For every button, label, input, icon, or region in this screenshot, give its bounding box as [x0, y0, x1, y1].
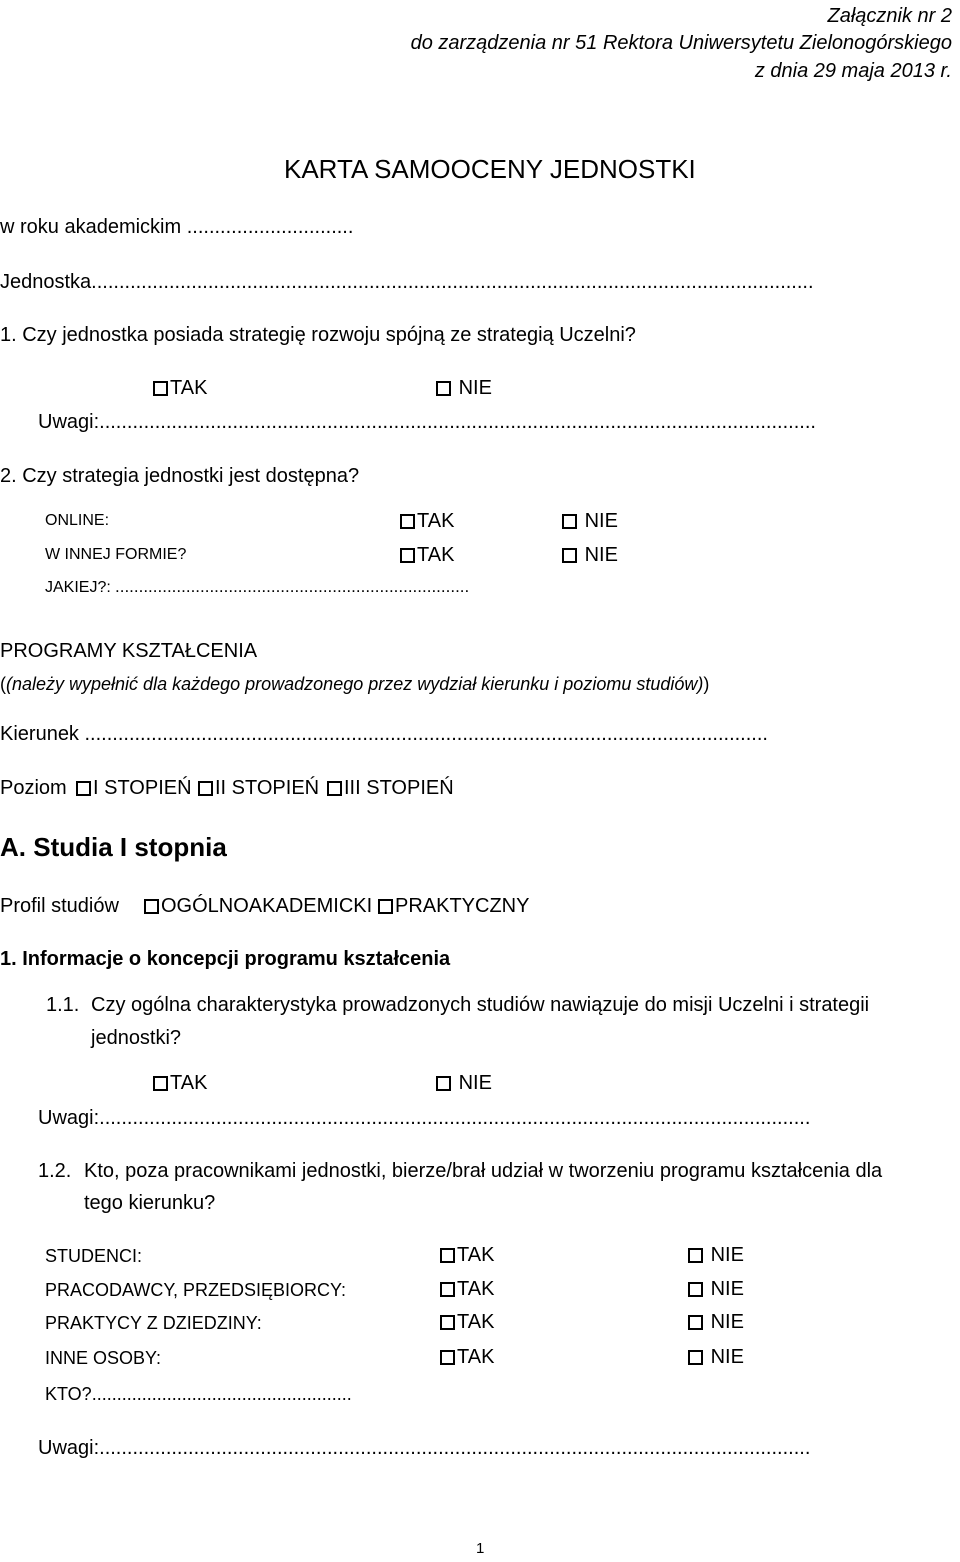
checkbox-icon[interactable] [440, 1248, 455, 1263]
online-yes-option[interactable]: TAK [400, 509, 454, 533]
checkbox-icon[interactable] [440, 1350, 455, 1365]
question-2: 2. Czy strategia jednostki jest dostępna? [0, 465, 360, 487]
attachment-label: Załącznik nr 2 [827, 5, 952, 27]
page-number: 1 [476, 1540, 485, 1557]
checkbox-icon[interactable] [562, 514, 577, 529]
q1-1-yes-option[interactable]: TAK [153, 1071, 207, 1095]
field-of-study-field[interactable]: Kierunek ........................................................................................................................... [0, 723, 768, 745]
which-form-label: JAKIEJ?: [45, 579, 111, 596]
other-form-yes-option[interactable]: TAK [400, 543, 454, 567]
checkbox-icon[interactable] [153, 381, 168, 396]
who-field[interactable]: KTO?.................................................... [45, 1384, 352, 1404]
students-yes-option[interactable]: TAK [440, 1243, 494, 1267]
checkbox-icon[interactable] [688, 1282, 703, 1297]
online-no-option[interactable]: NIE [562, 509, 618, 533]
programs-note: ((należy wypełnić dla każdego prowadzonego przez wydział kierunku i poziomu studiów)) [0, 674, 710, 694]
level-1-option[interactable]: I STOPIEŃ [76, 776, 192, 800]
regulation-date: z dnia 29 maja 2013 r. [754, 60, 952, 82]
other-form-no-option[interactable]: NIE [562, 543, 618, 567]
checkbox-icon[interactable] [400, 548, 415, 563]
checkbox-icon[interactable] [153, 1076, 168, 1091]
question-1-1-line2: jednostki? [91, 1027, 182, 1049]
online-label: ONLINE: [45, 512, 110, 529]
q1-no-option[interactable]: NIE [436, 376, 492, 400]
checkbox-icon[interactable] [436, 381, 451, 396]
checkbox-icon[interactable] [562, 548, 577, 563]
checkbox-icon[interactable] [76, 781, 91, 796]
level-2-option[interactable]: II STOPIEŃ [198, 776, 319, 800]
level-label: Poziom [0, 777, 67, 799]
students-no-option[interactable]: NIE [688, 1243, 744, 1267]
page-title: KARTA SAMOOCENY JEDNOSTKI [284, 154, 696, 184]
which-form-field[interactable]: ........................................................................... [115, 577, 470, 596]
checkbox-icon[interactable] [436, 1076, 451, 1091]
practitioners-yes-option[interactable]: TAK [440, 1310, 494, 1334]
other-form-label: W INNEJ FORMIE? [45, 546, 187, 563]
profile-general-option[interactable]: OGÓLNOAKADEMICKI [144, 894, 372, 918]
checkbox-icon[interactable] [688, 1350, 703, 1365]
q1-yes-option[interactable]: TAK [153, 376, 207, 400]
question-1-2-number: 1.2. [38, 1160, 72, 1182]
group-employers-label: PRACODAWCY, PRZEDSIĘBIORCY: [45, 1280, 347, 1300]
profile-label: Profil studiów [0, 895, 119, 917]
section-a-heading: A. Studia I stopnia [0, 832, 227, 862]
checkbox-icon[interactable] [440, 1315, 455, 1330]
subsection-1-heading: 1. Informacje o koncepcji programu kształcenia [0, 948, 451, 970]
checkbox-icon[interactable] [144, 899, 159, 914]
programs-heading: PROGRAMY KSZTAŁCENIA [0, 640, 258, 662]
checkbox-icon[interactable] [327, 781, 342, 796]
question-1-1-number: 1.1. [46, 994, 80, 1016]
profile-practical-option[interactable]: PRAKTYCZNY [378, 894, 529, 918]
practitioners-no-option[interactable]: NIE [688, 1310, 744, 1334]
checkbox-icon[interactable] [688, 1248, 703, 1263]
others-yes-option[interactable]: TAK [440, 1345, 494, 1369]
q1-1-remarks-field[interactable]: Uwagi:................................................................................................................................ [38, 1107, 811, 1129]
question-1-2-line2: tego kierunku? [84, 1192, 216, 1214]
checkbox-icon[interactable] [378, 899, 393, 914]
question-1-2-line1: Kto, poza pracownikami jednostki, bierze/brał udział w tworzeniu programu kształcenia dla [84, 1160, 883, 1182]
question-1: 1. Czy jednostka posiada strategię rozwoju spójną ze strategią Uczelni? [0, 324, 636, 346]
unit-field[interactable]: Jednostka.................................................................................................................................. [0, 271, 814, 293]
checkbox-icon[interactable] [198, 781, 213, 796]
academic-year-field[interactable]: w roku akademickim .............................. [0, 216, 354, 238]
question-1-1-line1: Czy ogólna charakterystyka prowadzonych studiów nawiązuje do misji Uczelni i strategii [91, 994, 870, 1016]
checkbox-icon[interactable] [440, 1282, 455, 1297]
group-practitioners-label: PRAKTYCY Z DZIEDZINY: [45, 1313, 262, 1333]
others-no-option[interactable]: NIE [688, 1345, 744, 1369]
group-students-label: STUDENCI: [45, 1246, 143, 1266]
q1-2-remarks-field[interactable]: Uwagi:................................................................................................................................ [38, 1437, 811, 1459]
group-others-label: INNE OSOBY: [45, 1348, 162, 1368]
q1-remarks-field[interactable]: Uwagi:................................................................................................................................. [38, 411, 816, 433]
q1-1-no-option[interactable]: NIE [436, 1071, 492, 1095]
checkbox-icon[interactable] [400, 514, 415, 529]
regulation-reference: do zarządzenia nr 51 Rektora Uniwersytetu Zielonogórskiego [410, 32, 952, 54]
employers-no-option[interactable]: NIE [688, 1277, 744, 1301]
employers-yes-option[interactable]: TAK [440, 1277, 494, 1301]
level-3-option[interactable]: III STOPIEŃ [327, 776, 454, 800]
checkbox-icon[interactable] [688, 1315, 703, 1330]
